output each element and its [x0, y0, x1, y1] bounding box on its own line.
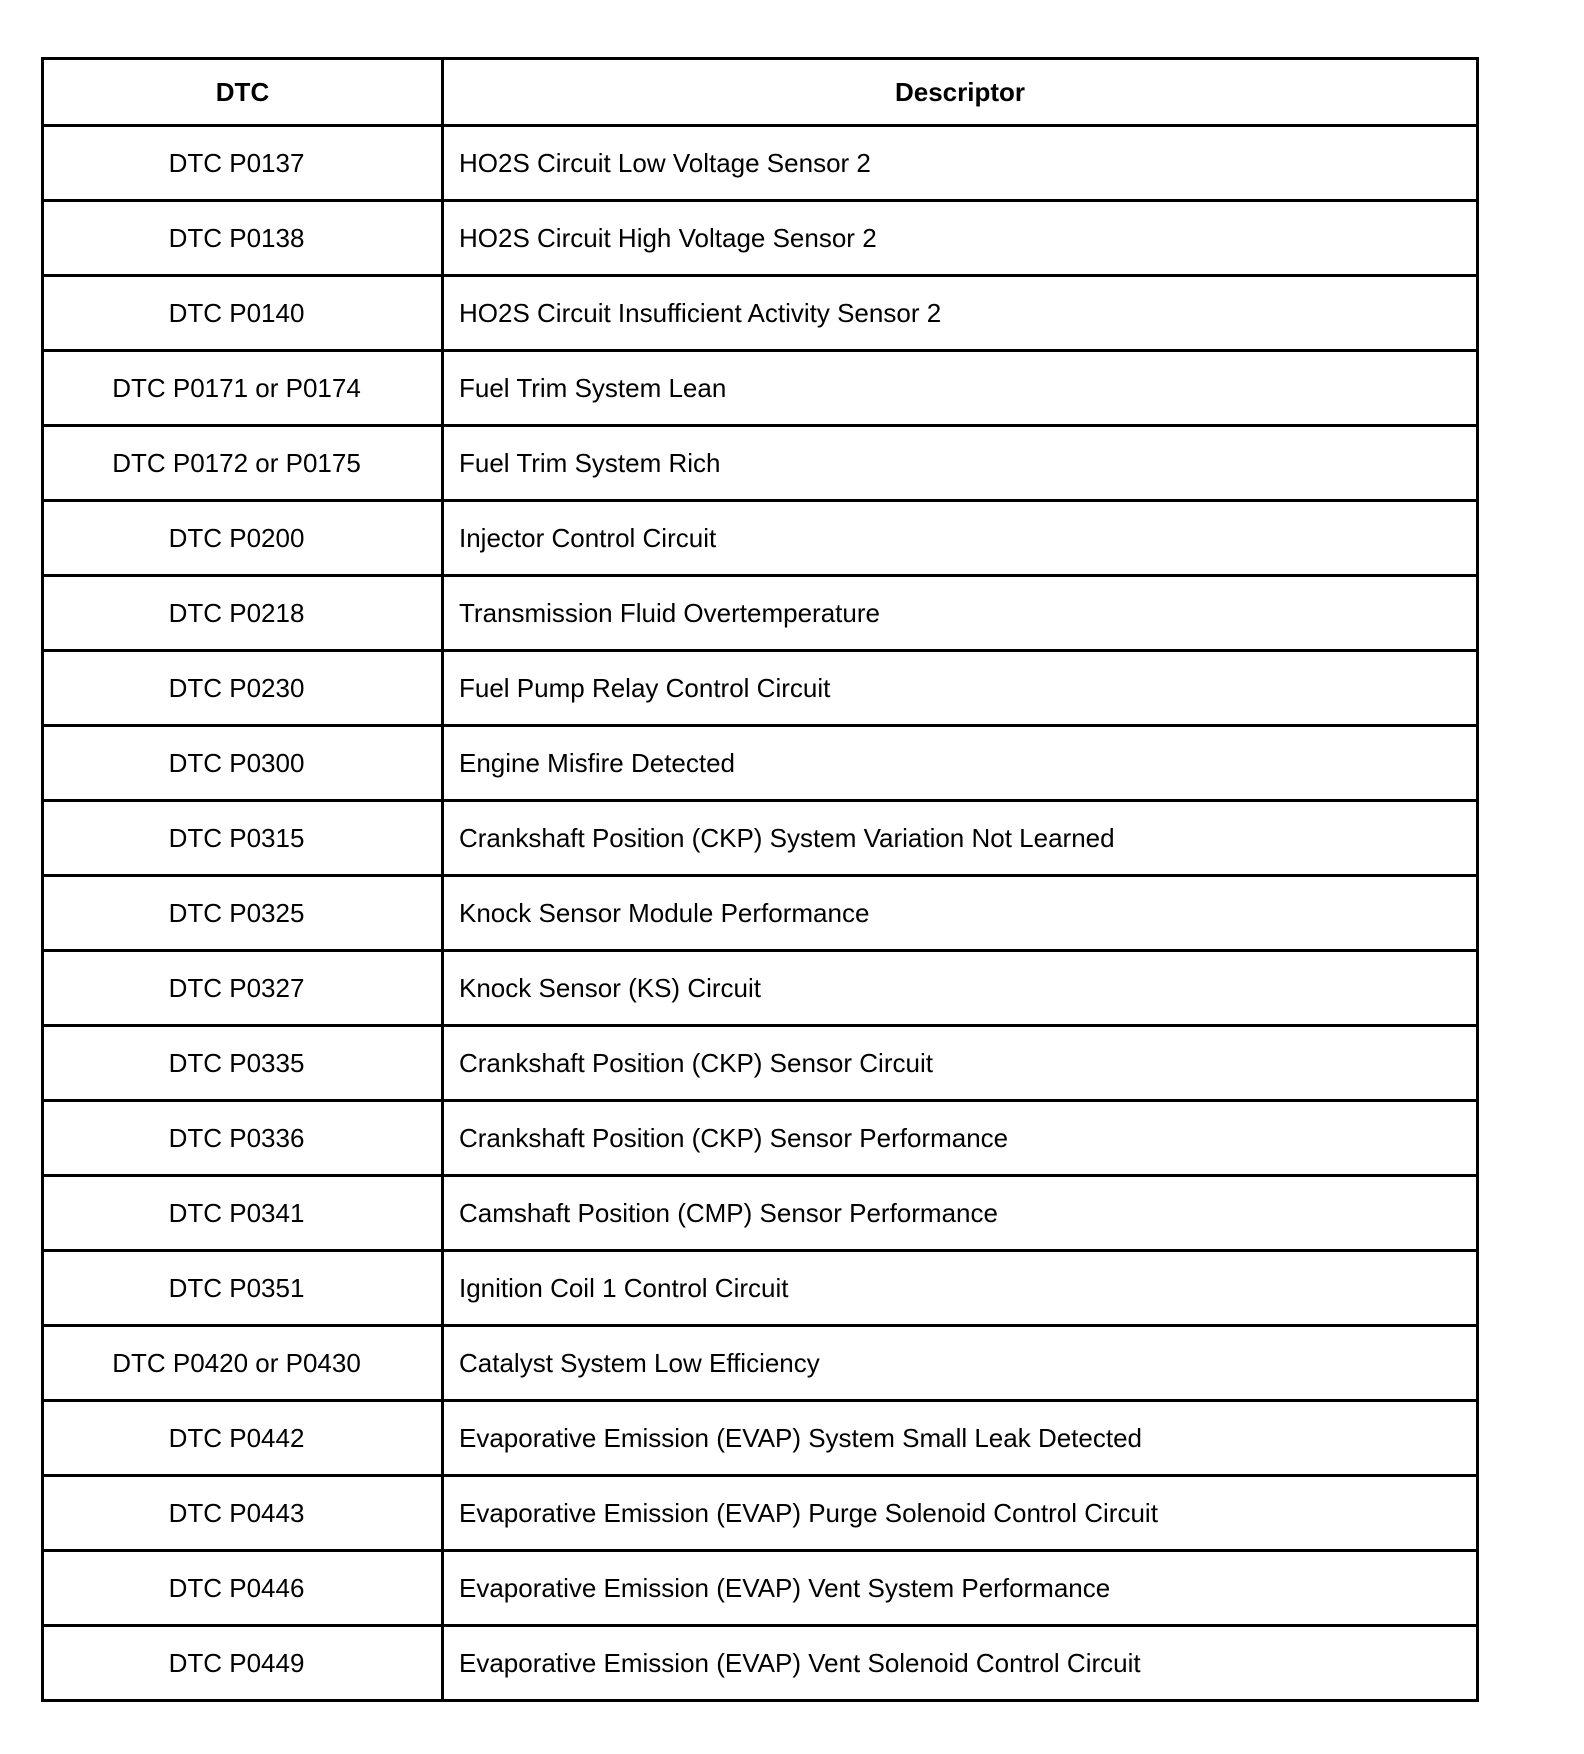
table-header: [43, 59, 1478, 126]
descriptor-cell: Crankshaft Position (CKP) Sensor Performance: [443, 1101, 1478, 1176]
dtc-table: [41, 57, 1479, 1702]
dtc-code-cell: DTC P0327: [43, 951, 443, 1026]
column-header-descriptor: Descriptor: [443, 59, 1478, 126]
table-row: [43, 576, 1478, 651]
dtc-code-cell: DTC P0325: [43, 876, 443, 951]
dtc-code-cell: DTC P0443: [43, 1476, 443, 1551]
table-body: [43, 126, 1478, 1701]
column-header-dtc: DTC: [43, 59, 443, 126]
table-row: [43, 1476, 1478, 1551]
table-row: [43, 201, 1478, 276]
descriptor-cell: Injector Control Circuit: [443, 501, 1478, 576]
table-row: [43, 501, 1478, 576]
dtc-code-cell: DTC P0218: [43, 576, 443, 651]
table-row: [43, 1551, 1478, 1626]
descriptor-cell: Fuel Trim System Rich: [443, 426, 1478, 501]
table-row: [43, 876, 1478, 951]
descriptor-cell: Camshaft Position (CMP) Sensor Performance: [443, 1176, 1478, 1251]
descriptor-cell: Evaporative Emission (EVAP) System Small Leak Detected: [443, 1401, 1478, 1476]
header-row: [43, 59, 1478, 126]
descriptor-cell: Crankshaft Position (CKP) Sensor Circuit: [443, 1026, 1478, 1101]
descriptor-cell: HO2S Circuit High Voltage Sensor 2: [443, 201, 1478, 276]
dtc-code-cell: DTC P0200: [43, 501, 443, 576]
dtc-code-cell: DTC P0335: [43, 1026, 443, 1101]
dtc-code-cell: DTC P0420 or P0430: [43, 1326, 443, 1401]
table-row: [43, 1251, 1478, 1326]
descriptor-cell: Transmission Fluid Overtemperature: [443, 576, 1478, 651]
dtc-code-cell: DTC P0172 or P0175: [43, 426, 443, 501]
dtc-code-cell: DTC P0336: [43, 1101, 443, 1176]
dtc-code-cell: DTC P0140: [43, 276, 443, 351]
table-row: [43, 1326, 1478, 1401]
descriptor-cell: Fuel Trim System Lean: [443, 351, 1478, 426]
dtc-code-cell: DTC P0315: [43, 801, 443, 876]
table-row: [43, 651, 1478, 726]
descriptor-cell: Evaporative Emission (EVAP) Vent System Performance: [443, 1551, 1478, 1626]
table-row: [43, 426, 1478, 501]
dtc-code-cell: DTC P0171 or P0174: [43, 351, 443, 426]
descriptor-cell: Evaporative Emission (EVAP) Vent Solenoid Control Circuit: [443, 1626, 1478, 1701]
dtc-code-cell: DTC P0442: [43, 1401, 443, 1476]
table-row: [43, 801, 1478, 876]
descriptor-cell: Crankshaft Position (CKP) System Variation Not Learned: [443, 801, 1478, 876]
table-row: [43, 726, 1478, 801]
descriptor-cell: Knock Sensor (KS) Circuit: [443, 951, 1478, 1026]
table-row: [43, 951, 1478, 1026]
descriptor-cell: Fuel Pump Relay Control Circuit: [443, 651, 1478, 726]
dtc-code-cell: DTC P0449: [43, 1626, 443, 1701]
dtc-code-cell: DTC P0137: [43, 126, 443, 201]
table-row: [43, 1101, 1478, 1176]
table-row: [43, 1026, 1478, 1101]
dtc-code-cell: DTC P0230: [43, 651, 443, 726]
dtc-code-cell: DTC P0341: [43, 1176, 443, 1251]
descriptor-cell: Catalyst System Low Efficiency: [443, 1326, 1478, 1401]
table-row: [43, 126, 1478, 201]
table-row: [43, 351, 1478, 426]
descriptor-cell: Engine Misfire Detected: [443, 726, 1478, 801]
table-row: [43, 1401, 1478, 1476]
dtc-code-cell: DTC P0138: [43, 201, 443, 276]
dtc-code-cell: DTC P0300: [43, 726, 443, 801]
dtc-code-cell: DTC P0446: [43, 1551, 443, 1626]
descriptor-cell: HO2S Circuit Insufficient Activity Sensor 2: [443, 276, 1478, 351]
descriptor-cell: Ignition Coil 1 Control Circuit: [443, 1251, 1478, 1326]
table-row: [43, 1176, 1478, 1251]
dtc-code-cell: DTC P0351: [43, 1251, 443, 1326]
descriptor-cell: Knock Sensor Module Performance: [443, 876, 1478, 951]
table-row: [43, 1626, 1478, 1701]
descriptor-cell: Evaporative Emission (EVAP) Purge Solenoid Control Circuit: [443, 1476, 1478, 1551]
table-row: [43, 276, 1478, 351]
descriptor-cell: HO2S Circuit Low Voltage Sensor 2: [443, 126, 1478, 201]
